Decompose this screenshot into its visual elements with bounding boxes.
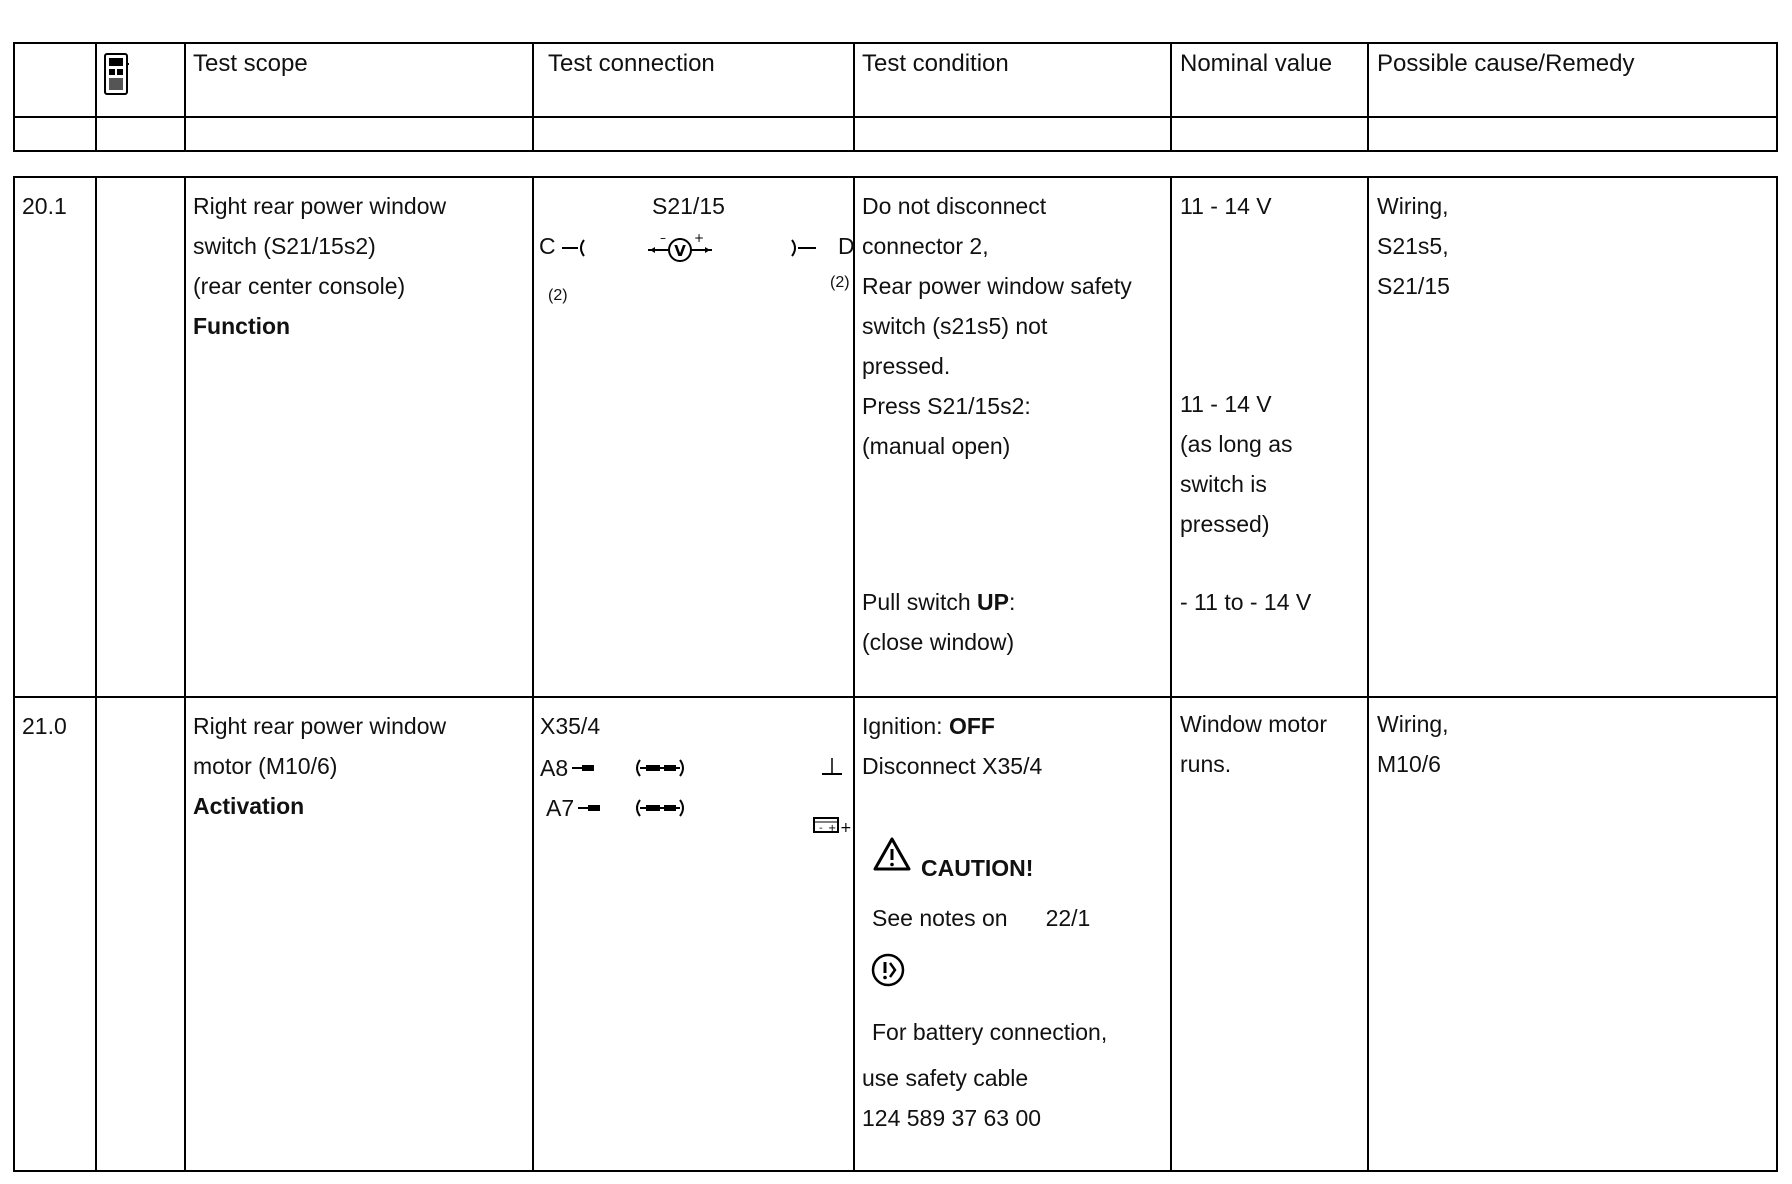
header-possible-cause: Possible cause/Remedy: [1377, 50, 1635, 77]
scope-line: switch (S21/15s2): [193, 233, 376, 259]
connection-left-sub: (2): [548, 287, 568, 304]
condition-line: Disconnect X35/4: [862, 753, 1043, 779]
tester-device-icon: [103, 52, 131, 98]
scope-type: Function: [193, 313, 291, 339]
remedy-line: Wiring,: [1377, 711, 1449, 737]
remedy-line: S21/15: [1377, 273, 1450, 299]
remedy-line: Wiring,: [1377, 193, 1449, 219]
caution-label: CAUTION!: [921, 855, 1034, 881]
remedy-line: M10/6: [1377, 751, 1441, 777]
connection-right-sub: (2): [830, 274, 850, 291]
connection-pin-b: A7: [546, 795, 575, 821]
warning-triangle-icon: [872, 836, 912, 872]
notes-reference-icon: [870, 952, 906, 988]
condition-line: switch (s21s5) not: [862, 313, 1048, 339]
svg-text:–: –: [660, 231, 666, 245]
nominal-value: [1180, 704, 1327, 784]
battery-note: [862, 1012, 1107, 1138]
test-scope: [193, 186, 446, 346]
scope-line: motor (M10/6): [193, 753, 338, 779]
nominal-value-3: - 11 to - 14 V: [1180, 589, 1312, 615]
connection-pin-a: A8: [540, 755, 569, 781]
header-test-connection: Test connection: [548, 50, 715, 77]
condition-line: (close window): [862, 629, 1015, 655]
svg-text:-: -: [819, 823, 823, 834]
header-nominal-value: Nominal value: [1180, 50, 1333, 77]
connection-left-pin: C: [539, 233, 556, 259]
condition-text: Pull switch: [862, 589, 978, 615]
possible-cause: [1377, 704, 1449, 784]
condition-text: :: [1009, 589, 1016, 615]
connection-title: X35/4: [540, 713, 601, 739]
row-number: 20.1: [22, 193, 67, 219]
condition-line: pressed.: [862, 353, 951, 379]
nominal-value: 11 - 14 V: [1180, 193, 1272, 219]
nominal-value-2: [1180, 384, 1293, 544]
scope-type: Activation: [193, 793, 305, 819]
voltmeter-connection-icon: [560, 230, 850, 270]
svg-text:+: +: [694, 231, 705, 245]
condition-line: connector 2,: [862, 233, 989, 259]
condition-line: Do not disconnect: [862, 193, 1047, 219]
condition-line: Rear power window safety: [862, 273, 1132, 299]
connection-right-pin: D: [838, 233, 855, 259]
condition-text: Ignition:: [862, 713, 949, 739]
test-scope: [193, 706, 446, 826]
adapter-cable-icon: [570, 756, 850, 836]
nominal-line: runs.: [1180, 751, 1232, 777]
see-notes-text: See notes on: [872, 905, 1008, 931]
remedy-line: S21s5,: [1377, 233, 1449, 259]
svg-text:V: V: [674, 242, 686, 260]
connection-title: S21/15: [652, 193, 725, 219]
header-test-condition: Test condition: [862, 50, 1009, 77]
scope-line: Right rear power window: [193, 713, 447, 739]
condition-line: Press S21/15s2:: [862, 393, 1031, 419]
scope-line: (rear center console): [193, 273, 406, 299]
row-number: 21.0: [22, 713, 67, 739]
see-notes: [872, 898, 1090, 938]
test-condition: [862, 706, 1042, 786]
condition-emphasis: UP: [977, 589, 1009, 615]
nominal-line: (as long as: [1180, 431, 1293, 457]
nominal-line: 11 - 14 V: [1180, 391, 1272, 417]
test-condition-pull: [862, 582, 1015, 662]
battery-line: For battery connection,: [872, 1019, 1108, 1045]
nominal-line: Window motor: [1180, 711, 1327, 737]
battery-line: 124 589 37 63 00: [862, 1105, 1042, 1131]
nominal-line: pressed): [1180, 511, 1270, 537]
scope-line: Right rear power window: [193, 193, 447, 219]
battery-line: use safety cable: [862, 1065, 1029, 1091]
svg-text:+: +: [828, 823, 837, 834]
test-condition: [862, 186, 1132, 466]
svg-text:+: +: [840, 820, 852, 836]
header-test-scope: Test scope: [193, 50, 308, 77]
see-notes-ref: 22/1: [1045, 905, 1091, 931]
condition-emphasis: OFF: [948, 713, 995, 739]
possible-cause: [1377, 186, 1450, 306]
nominal-line: switch is: [1180, 471, 1267, 497]
condition-line: (manual open): [862, 433, 1011, 459]
